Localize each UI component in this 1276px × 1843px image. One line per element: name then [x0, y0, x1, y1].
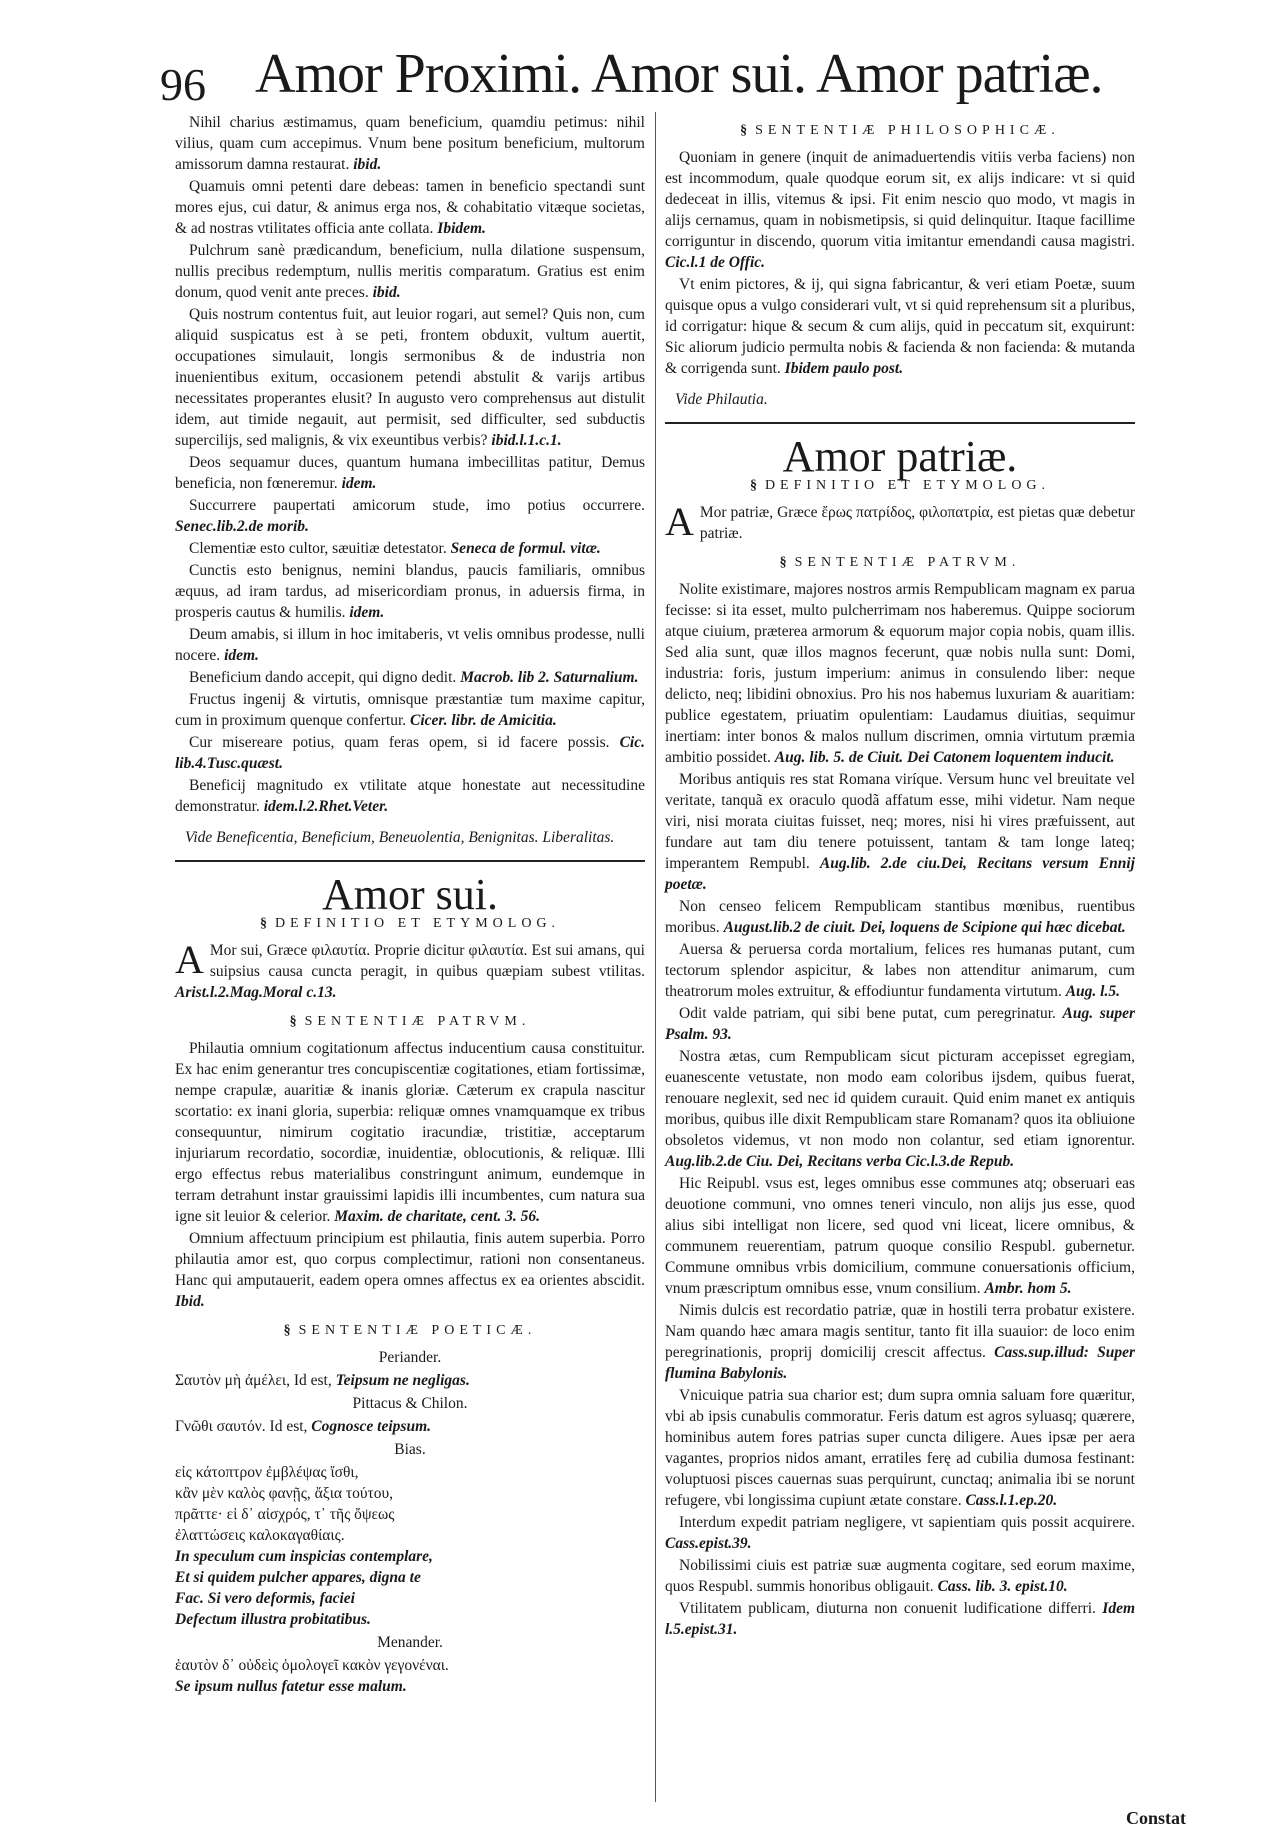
citation: Aug.lib. 2.de ciu.Dei, Recitans versum Ennij poetæ.	[665, 855, 1135, 893]
left-paragraphs	[175, 112, 645, 817]
citation: idem.l.2.Rhet.Veter.	[263, 798, 389, 815]
citation: Cass. lib. 3. epist.10.	[937, 1578, 1068, 1595]
vide-reference: Vide Beneficentia, Beneficium, Beneuolentia, Benignitas. Liberalitas.	[185, 829, 615, 846]
poetic-line: In speculum cum inspicias contemplare,	[175, 1548, 433, 1565]
paragraph: Odit valde patriam, qui sibi bene putat, cum peregrinatur. Aug. super Psalm. 93.	[665, 1005, 1136, 1043]
citation: ibid.l.1.c.1.	[491, 432, 562, 449]
citation: Aug.lib.2.de Ciu. Dei, Recitans verba Cic.l.3.de Repub.	[665, 1153, 1015, 1170]
paragraph: Clementiæ esto cultor, sæuitiæ detestator. Seneca de formul. vitæ.	[189, 540, 601, 557]
paragraph: Auersa & peruersa corda mortalium, felices res humanas putant, cum tectorum splendor aspicitur, & labes non attenditur animarum, cum theatrorum moles extruitur, & effodiuntur fundamenta virtutum. Aug. l.5.	[665, 941, 1135, 1000]
paragraph: Vtilitatem publicam, diuturna non conuenit ludificatione differri. Idem l.5.epist.31.	[665, 1600, 1136, 1638]
poetic-line: Γνῶθι σαυτόν. Id est, Cognosce teipsum.	[175, 1418, 431, 1435]
subsection-heading: § DEFINITIO ET ETYMOLOG.	[259, 916, 561, 931]
subsection-heading: § SENTENTIÆ POETICÆ.	[283, 1323, 537, 1338]
paragraph: Nihil charius æstimamus, quam beneficium, quamdiu petimus: nihil vilius, quam cum accepimus. Vnum bene positum beneficium, multorum amissorum damna restaurat. ibid.	[175, 114, 645, 173]
poetic-line: Defectum illustra probitatibus.	[175, 1611, 371, 1628]
paragraph: Cur misereare potius, quam feras opem, si id facere possis. Cic. lib.4.Tusc.quæst.	[175, 734, 645, 772]
paragraph: Vt enim pictores, & ij, qui signa fabricantur, & veri etiam Poetæ, suum quisque opus a vulgo considerari vult, vt si quid reprehensum sit a pluribus, id corrigatur: hique & secum & cum alijs, quid in peccatum sit, exquirunt: Sic aliorum judicio permulta nobis & facienda & non facienda: & mutanda & corrigenda sunt. Ibidem paulo post.	[665, 276, 1135, 377]
subsection-heading: § SENTENTIÆ PATRVM.	[779, 555, 1021, 570]
citation: Maxim. de charitate, cent. 3. 56.	[334, 1208, 541, 1225]
poetic-line: Et si quidem pulcher appares, digna te	[175, 1569, 421, 1586]
paragraph: Beneficij magnitudo ex vtilitate atque honestate aut necessitudine demonstratur. idem.l.2.Rhet.Veter.	[175, 777, 645, 815]
poetic-line: εἰς κάτοπτρον ἐμβλέψας ἴσθι,	[175, 1464, 359, 1481]
paragraph: Hic Reipubl. vsus est, leges omnibus esse communes atq; obseruari eas deuotione communi, vno omnes teneri vinculo, non alijs jus esse, quod alius sibi intelligat non licere, sed quod vni liceat, licere omnibus, & communem reuerentiam, patrum quoque consilio Respubl. gubernetur. Commune omnibus vrbis domicilium, commune conuersationis officium, vnum præscriptum omnibus esse, vnum consilium. Ambr. hom 5.	[665, 1175, 1135, 1297]
citation: Ibidem paulo post.	[784, 360, 904, 377]
paragraph: Cunctis esto benignus, nemini blandus, paucis familiaris, omnibus æquus, ad iram tardus, ad misericordiam pronus, in aduersis firma, in prosperis cautus & humilis. idem.	[175, 562, 645, 621]
drop-cap: A	[175, 937, 204, 982]
citation: Aug. super Psalm. 93.	[665, 1005, 1136, 1043]
citation: Cass.sup.illud: Super flumina Babylonis.	[665, 1344, 1136, 1382]
poetic-line: ἐλαττώσεις καλοκαγαθίαις.	[175, 1527, 345, 1544]
citation: Seneca de formul. vitæ.	[450, 540, 601, 557]
paragraph: Beneficium dando accepit, qui digno dedit. Macrob. lib 2. Saturnalium.	[189, 669, 639, 686]
paragraph: Fructus ingenij & virtutis, omnisque præstantiæ tum maxime capitur, cum in proximum quenque confertur. Cicer. libr. de Amicitia.	[175, 691, 645, 729]
paragraph: Nimis dulcis est recordatio patriæ, quæ in hostili terra probatur existere. Nam quando hæc amara magis sentitur, tanto fit illa suauior: de loco enim peregrinationis, proprij domicilij crescit affectus. Cass.sup.illud: Super flumina Babylonis.	[665, 1302, 1136, 1382]
page-number: 96	[160, 59, 206, 110]
paragraph: Pulchrum sanè prædicandum, beneficium, nulla dilatione suspensum, nullis precibus redemptum, nullis meritis comparatum. Gratius est enim donum, quod venit ante preces. ibid.	[175, 242, 645, 301]
paragraph: Vnicuique patria sua charior est; dum supra omnia saluam fore quæritur, vbi ab ipsis cunabulis commoratur. Feris datum est agros syluasq; quærere, hominibus autem fores patrias super cuncta diligere. Aues ipsæ per aera vagantes, proprios nidos amant, erratiles ferę ad cubilia dumosa festinant: voluptuosi pisces cauernas suas perquirunt, cunctaq; animalia ibi se norunt refugere, vbi longissima cupiunt ætate constare. Cass.l.1.ep.20.	[665, 1387, 1135, 1509]
citation: Ambr. hom 5.	[984, 1280, 1072, 1297]
right-paragraphs-2	[665, 579, 1135, 1640]
subsection-heading: § SENTENTIÆ PATRVM.	[289, 1014, 531, 1029]
right-column	[665, 112, 1135, 1641]
poetic-line: Σαυτὸν μὴ ἀμέλει, Id est, Teipsum ne negligas.	[175, 1372, 470, 1389]
subsection-heading: § SENTENTIÆ PHILOSOPHICÆ.	[740, 123, 1060, 138]
citation: Idem l.5.epist.31.	[665, 1600, 1136, 1638]
paragraph: Interdum expedit patriam negligere, vt sapientiam quis possit acquirere. Cass.epist.39.	[665, 1514, 1135, 1552]
poet-name: Bias.	[394, 1441, 426, 1458]
paragraph: Moribus antiquis res stat Romana viríque. Versum hunc vel breuitate vel veritate, tanquã ex oraculo quodã affatum esse, mihi videtur. Nam neque viri, nisi morata ciuitas fuisset, neq; mores, nisi hi vires præfuissent, aut fundare aut tam diu tenere potuissent, tantam & tam longe lateq; imperantem Rempubl. Aug.lib. 2.de ciu.Dei, Recitans versum Ennij poetæ.	[665, 771, 1135, 893]
paragraph: Nostra ætas, cum Rempublicam sicut picturam accepisset egregiam, euanescente vetustate, non modo eam coloribus ijsdem, quibus fuerat, renouare neglexit, sed nec id quidem curauit. Quid enim manet ex antiquis moribus, quibus ille dixit Rempublicam stare Romanam? quos ita obliuione obsoletos videmus, vt non modo non colantur, sed etiam ignorentur. Aug.lib.2.de Ciu. Dei, Recitans verba Cic.l.3.de Repub.	[665, 1048, 1135, 1170]
citation: Cass.l.1.ep.20.	[965, 1492, 1058, 1509]
definition: A Mor patriæ, Græce ἔρως πατρίδος, φιλοπατρία, est pietas quæ debetur patriæ.	[665, 499, 1135, 544]
poetic-line: Se ipsum nullus fatetur esse malum.	[175, 1678, 407, 1695]
paragraph: Philautia omnium cogitationum affectus inducentium causa constituitur. Ex hac enim generantur tres concupiscentiæ cogitationes, etiam fortissimæ, nempe crapulæ, auaritiæ & inanis gloriæ. Cæterum ex crapula nascitur scortatio: ex inani gloria, superbia: reliquæ omnes vnamquamque ex tribus consequuntur, nimirum cogitatio iracundiæ, tristitiæ, acceptarum injuriarum recordatio, socordiæ, inuidentiæ, oblocutionis, & reliquæ. Illi ergo effectus rebus materialibus constringunt animum, eundemque in terram detrahunt instar grauissimi lapidis illi incumbentes, cum natura sua igne sit leuior & celerior. Maxim. de charitate, cent. 3. 56.	[175, 1040, 645, 1225]
right-paragraphs	[665, 147, 1135, 379]
poetic-line: Fac. Si vero deformis, faciei	[175, 1590, 355, 1607]
catchword: Constat	[1125, 1808, 1186, 1828]
left-paragraphs-2	[175, 1038, 645, 1312]
citation: Aug. lib. 5. de Ciuit. Dei Catonem loquentem inducit.	[774, 749, 1115, 766]
citation: Cic.l.1 de Offic.	[665, 254, 766, 271]
citation: Cass.epist.39.	[665, 1535, 752, 1552]
citation: idem.	[341, 475, 377, 492]
citation: idem.	[349, 604, 385, 621]
paragraph: Quis nostrum contentus fuit, aut leuior rogari, aut semel? Quis non, cum aliquid suspicatus est à se peti, frontem obduxit, vultum auertit, occupationes simulauit, longis sermonibus & de industria non inuenientibus exitum, occasionem petendi abstulit & varijs artibus necessitates properantes elusit? In augusto vero comprehensus aut distulit idem, aut timide negauit, aut permisit, sed difficulter, sed subductis supercilijs, sed malignis, & vix exeuntibus verbis? ibid.l.1.c.1.	[175, 306, 645, 449]
poet-name: Pittacus & Chilon.	[352, 1395, 468, 1412]
citation: ibid.	[353, 156, 382, 173]
citation: Senec.lib.2.de morib.	[175, 518, 309, 535]
left-column	[175, 112, 645, 1697]
paragraph: Quoniam in genere (inquit de animaduertendis vitiis verba faciens) non est incommodum, quale quodque eorum sit, ex alijs indicare: vt si quid dedeceat in illis, vitemus & ipsi. Fit enim nescio quo modo, vt magis in alijs cernamus, quam in nobismetipsis, si quid delinquitur. Itaque facillime corriguntur in discendo, quorum vitia imitantur emendandi causa magistri. Cic.l.1 de Offic.	[665, 149, 1135, 271]
poetic-line: πρᾶττε· εἰ δ᾽ αἰσχρός, τ᾽ τῆς ὄψεως	[175, 1506, 395, 1523]
entry-heading: Amor sui.	[322, 870, 498, 919]
subsection-heading: § DEFINITIO ET ETYMOLOG.	[749, 478, 1051, 493]
column-divider	[655, 112, 656, 1802]
poet-name: Menander.	[377, 1634, 443, 1651]
vide-reference: Vide Philautia.	[675, 391, 768, 408]
section-rule	[175, 860, 645, 862]
poetic-sayings	[175, 1347, 645, 1697]
paragraph: Deos sequamur duces, quantum humana imbecillitas patitur, Demus beneficia, non fœneremur. idem.	[175, 454, 645, 492]
citation: Ibid.	[175, 1293, 205, 1310]
citation: ibid.	[372, 284, 401, 301]
poetic-line: ἑαυτὸν δ᾽ οὐδεὶς ὁμολογεῖ κακὸν γεγονέναι.	[175, 1657, 449, 1674]
definition: A Mor sui, Græce φιλαυτία. Proprie dicitur φιλαυτία. Est sui amans, qui suipsius causa cuncta peragit, in quibus quæpiam subest vtilitas. Arist.l.2.Mag.Moral c.13.	[175, 937, 645, 1001]
paragraph: Deum amabis, si illum in hoc imitaberis, vt velis omnibus prodesse, nulli nocere. idem.	[175, 626, 645, 664]
paragraph: Omnium affectuum principium est philautia, finis autem superbia. Porro philautia amor est, quo corpus complectimur, rationi non consentaneus. Hanc qui amputauerit, eadem opera omnes affectus ex ea orientes abscidit. Ibid.	[175, 1230, 645, 1310]
citation: idem.	[224, 647, 259, 664]
paragraph: Non censeo felicem Rempublicam stantibus mœnibus, ruentibus moribus. August.lib.2 de ciuit. Dei, loquens de Scipione qui hæc dicebat.	[665, 898, 1135, 936]
citation: Macrob. lib 2. Saturnalium.	[460, 669, 639, 686]
paragraph: Nobilissimi ciuis est patriæ suæ augmenta cogitare, sed eorum maxime, quos Respubl. summis honoribus obligauit. Cass. lib. 3. epist.10.	[665, 1557, 1135, 1595]
citation: Cicer. libr. de Amicitia.	[410, 712, 557, 729]
poetic-line: κἂν μὲν καλὸς φανῇς, ἄξια τούτου,	[175, 1485, 394, 1502]
citation: Aug. l.5.	[1065, 983, 1120, 1000]
citation: Cic. lib.4.Tusc.quæst.	[175, 734, 645, 772]
paragraph: Quamuis omni petenti dare debeas: tamen in beneficio spectandi sunt mores ejus, cui datur, & animus erga nos, & cohabitatio vitæque societas, & ad nostras vtilitates officia ante collata. Ibidem.	[175, 178, 645, 237]
citation: Ibidem.	[437, 220, 486, 237]
paragraph: Nolite existimare, majores nostros armis Rempublicam magnam ex parua fecisse: si ita esset, multo pulcherrimam nos haberemus. Quippe sociorum atque ciuium, præterea armorum & equorum major copia nobis, quam illis. Sed alia sunt, quæ illos magnos fecerunt, quæ nobis nulla sunt: Domi, industria: foris, justum imperium: animus in consulendo liber: neque delicto, neq; libidini obnoxius. Pro his nos habemus luxuriam & auaritiam: publice egestatem, priuatim opulentiam: Laudamus diuitias, sequimur inertiam: inter bonos & malos nullum discrimen, omnia virtutum præmia ambitio possidet. Aug. lib. 5. de Ciuit. Dei Catonem loquentem inducit.	[665, 581, 1135, 766]
drop-cap: A	[665, 499, 694, 544]
poet-name: Periander.	[378, 1349, 442, 1366]
section-rule	[665, 422, 1135, 424]
paragraph: Succurrere paupertati amicorum stude, imo potius occurrere. Senec.lib.2.de morib.	[175, 497, 645, 535]
entry-heading: Amor patriæ.	[782, 432, 1018, 481]
running-title: Amor Proximi. Amor sui. Amor patriæ.	[255, 43, 1103, 105]
citation: August.lib.2 de ciuit. Dei, loquens de Scipione qui hæc dicebat.	[723, 919, 1126, 936]
